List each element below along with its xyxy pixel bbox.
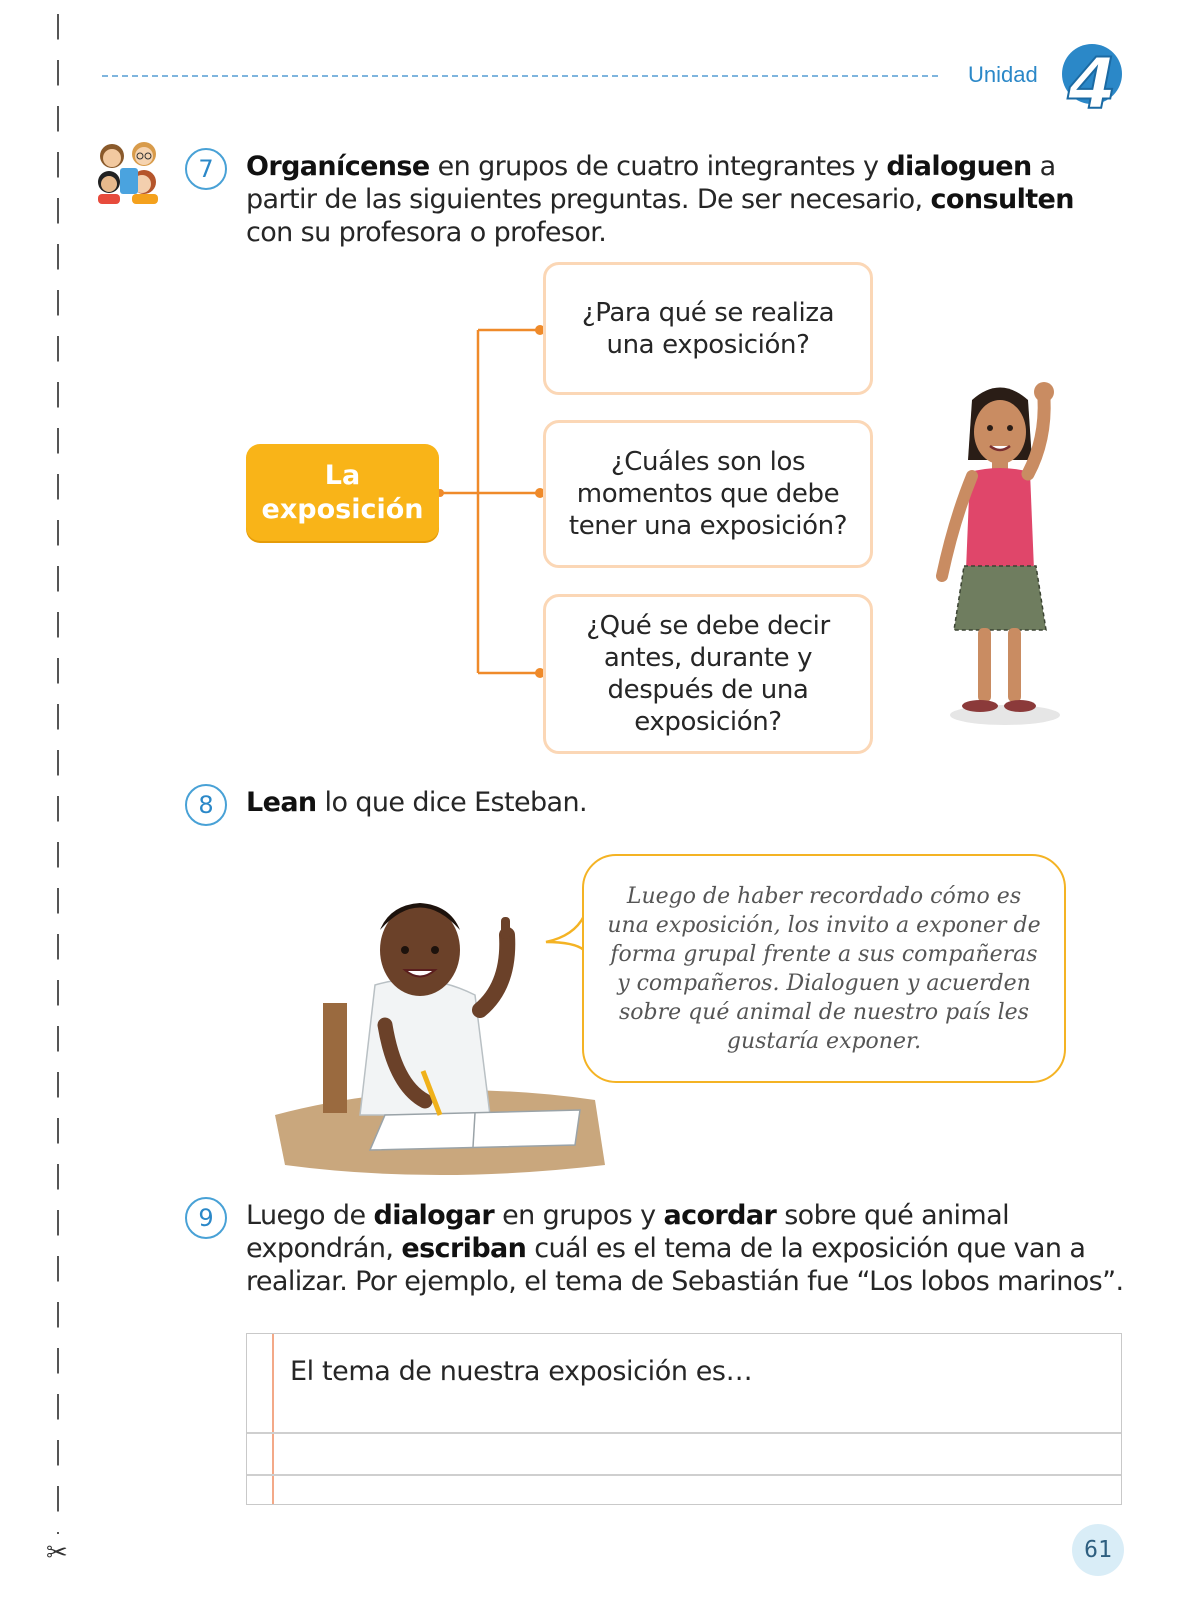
answer-margin-line [272,1334,274,1504]
speech-line: Luego de haber recordado cómo es [626,883,1022,909]
activity-8-instruction [246,786,1126,819]
unit-number: 4 [1067,43,1117,118]
instruction-text: en grupos y [494,1200,664,1231]
activity-7-number: 7 [185,148,227,190]
activity-8-number: 8 [185,784,227,826]
question-line: después de una [607,675,809,705]
answer-prompt: El tema de nuestra exposición es… [290,1356,753,1387]
concept-line-2: exposición [261,493,424,525]
question-line: una exposición? [606,329,810,360]
question-line: antes, durante y [603,643,813,673]
instruction-text: sobre qué animal expondrán, [246,1200,1009,1264]
instruction-text: lo que dice Esteban. [316,787,587,818]
concept-line-1: La [324,459,361,491]
question-box-2 [543,420,873,568]
speech-line: y compañeros. Dialoguen y acuerden [617,970,1031,996]
question-line: ¿Para qué se realiza [581,297,835,328]
answer-writing-line[interactable] [247,1474,1121,1476]
question-box-1 [543,262,873,395]
concept-box [246,444,439,541]
instruction-keyword: escriban [401,1233,527,1264]
answer-box[interactable] [246,1333,1122,1505]
answer-writing-line[interactable] [247,1432,1121,1434]
question-box-3 [543,594,873,754]
question-line: ¿Qué se debe decir [586,611,830,641]
instruction-keyword: consulten [930,184,1074,215]
instruction-text: con su profesora o profesor. [246,217,607,248]
activity-9-instruction [246,1199,1126,1298]
speech-line: forma grupal frente a sus compañeras [610,941,1038,967]
speech-line: sobre qué animal de nuestro país les [619,999,1029,1025]
question-line: tener una exposición? [568,511,848,541]
activity-9-number: 9 [185,1197,227,1239]
speech-line: una exposición, los invito a exponer de [607,912,1041,938]
scissors-icon: ✂ [46,1538,68,1568]
instruction-text: cuál es el tema de la exposición que van a realizar. Por ejemplo, el tema de Sebastián fue “Los lobos marinos”. [246,1233,1124,1297]
question-line: momentos que debe [576,479,840,509]
unit-label: Unidad [968,62,1038,87]
girl-illustration [920,380,1080,730]
instruction-text: en grupos de cuatro integrantes y [429,151,887,182]
question-line: ¿Cuáles son los [610,447,806,477]
instruction-text: a partir de las siguientes preguntas. De ser necesario, [246,151,1056,215]
speech-bubble [582,854,1066,1083]
instruction-text: Luego de [246,1200,374,1231]
speech-line: gustaría exponer. [726,1028,922,1054]
instruction-keyword: dialoguen [886,151,1032,182]
instruction-keyword: acordar [663,1200,777,1231]
instruction-keyword: Lean [246,787,317,818]
instruction-keyword: dialogar [373,1200,495,1231]
question-line: exposición? [634,707,782,737]
instruction-keyword: Organícense [246,151,430,182]
page-number: 61 [1072,1524,1124,1576]
